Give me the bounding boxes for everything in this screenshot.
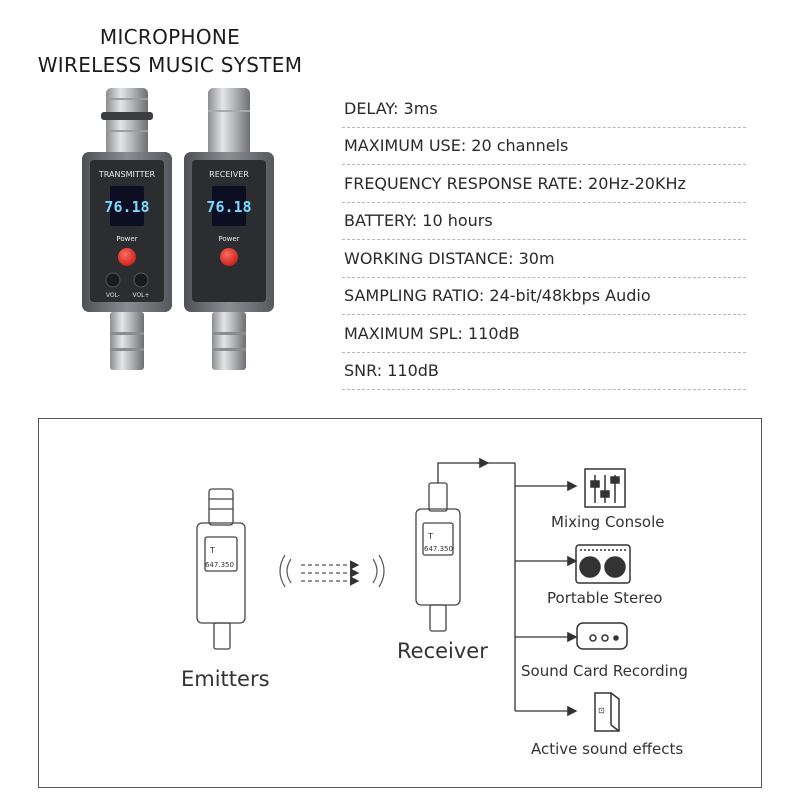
vol-down-label: VOL- — [105, 292, 121, 299]
spec-label: MAXIMUM SPL: — [344, 323, 463, 343]
vol-up-label: VOL+ — [132, 292, 150, 299]
spec-list — [342, 90, 746, 390]
receiver-device — [184, 88, 274, 370]
spec-value: 24-bit/48kbps Audio — [489, 286, 651, 306]
output-label-active-sound: Active sound effects — [531, 740, 684, 758]
spec-value: 10 hours — [422, 211, 493, 231]
output-label-mixing-console: Mixing Console — [551, 513, 665, 531]
receiver-label: RECEIVER — [209, 170, 249, 179]
transmitter-power-button[interactable] — [118, 248, 136, 266]
receiver-label-diagram: Receiver — [397, 639, 488, 663]
spec-label: DELAY: — [344, 98, 399, 118]
emitters-label: Emitters — [181, 667, 270, 691]
spec-label: FREQUENCY RESPONSE RATE: — [344, 173, 583, 193]
product-title-line2: WIRELESS MUSIC SYSTEM — [37, 53, 303, 77]
spec-value: 110dB — [387, 361, 439, 381]
spec-value: 3ms — [403, 98, 438, 118]
spec-row-delay — [342, 90, 746, 128]
spec-row-snr — [342, 353, 746, 391]
emitter-screen-text: 647.350 — [205, 561, 234, 569]
spec-label: WORKING DISTANCE: — [344, 248, 514, 268]
spec-value: 30m — [518, 248, 555, 268]
spec-row-battery — [342, 203, 746, 241]
mixing-console-icon — [585, 469, 625, 507]
transmitter-device — [82, 88, 172, 370]
svg-text:T: T — [210, 546, 215, 555]
vol-up-button[interactable] — [134, 273, 148, 287]
spec-label: BATTERY: — [344, 211, 418, 231]
sound-card-icon — [577, 623, 627, 649]
spec-row-maximum-use — [342, 128, 746, 166]
spec-row-maximum-spl — [342, 315, 746, 353]
spec-value: 20Hz-20KHz — [588, 173, 686, 193]
product-photo — [70, 80, 290, 400]
wireless-signal-icon — [280, 555, 384, 587]
spec-value: 20 channels — [471, 136, 569, 156]
spec-label: SAMPLING RATIO: — [344, 286, 485, 306]
output-label-sound-card: Sound Card Recording — [521, 662, 688, 680]
portable-stereo-icon — [576, 545, 630, 583]
spec-row-frequency-response — [342, 165, 746, 203]
svg-text:T: T — [428, 532, 433, 541]
vol-down-button[interactable] — [106, 273, 120, 287]
transmitter-power-label: Power — [116, 235, 138, 243]
emitter-device-drawing — [197, 489, 245, 649]
spec-row-working-distance — [342, 240, 746, 278]
product-title-line1: MICROPHONE — [99, 25, 241, 49]
spec-label: SNR: — [344, 361, 383, 381]
spec-value: 110dB — [468, 323, 520, 343]
svg-text:76.18: 76.18 — [104, 198, 150, 216]
transmitter-label: TRANSMITTER — [98, 170, 156, 179]
output-label-portable-stereo: Portable Stereo — [547, 589, 663, 607]
svg-text:76.18: 76.18 — [206, 198, 252, 216]
spec-row-sampling-ratio — [342, 278, 746, 316]
receiver-power-label: Power — [218, 235, 240, 243]
spec-label: MAXIMUM USE: — [344, 136, 467, 156]
receiver-device-drawing — [416, 483, 460, 631]
active-speaker-icon — [595, 693, 619, 731]
connection-diagram — [38, 418, 762, 788]
svg-text:⊡: ⊡ — [598, 706, 605, 715]
receiver-power-button[interactable] — [220, 248, 238, 266]
receiver-screen-text: 647.350 — [424, 545, 453, 553]
